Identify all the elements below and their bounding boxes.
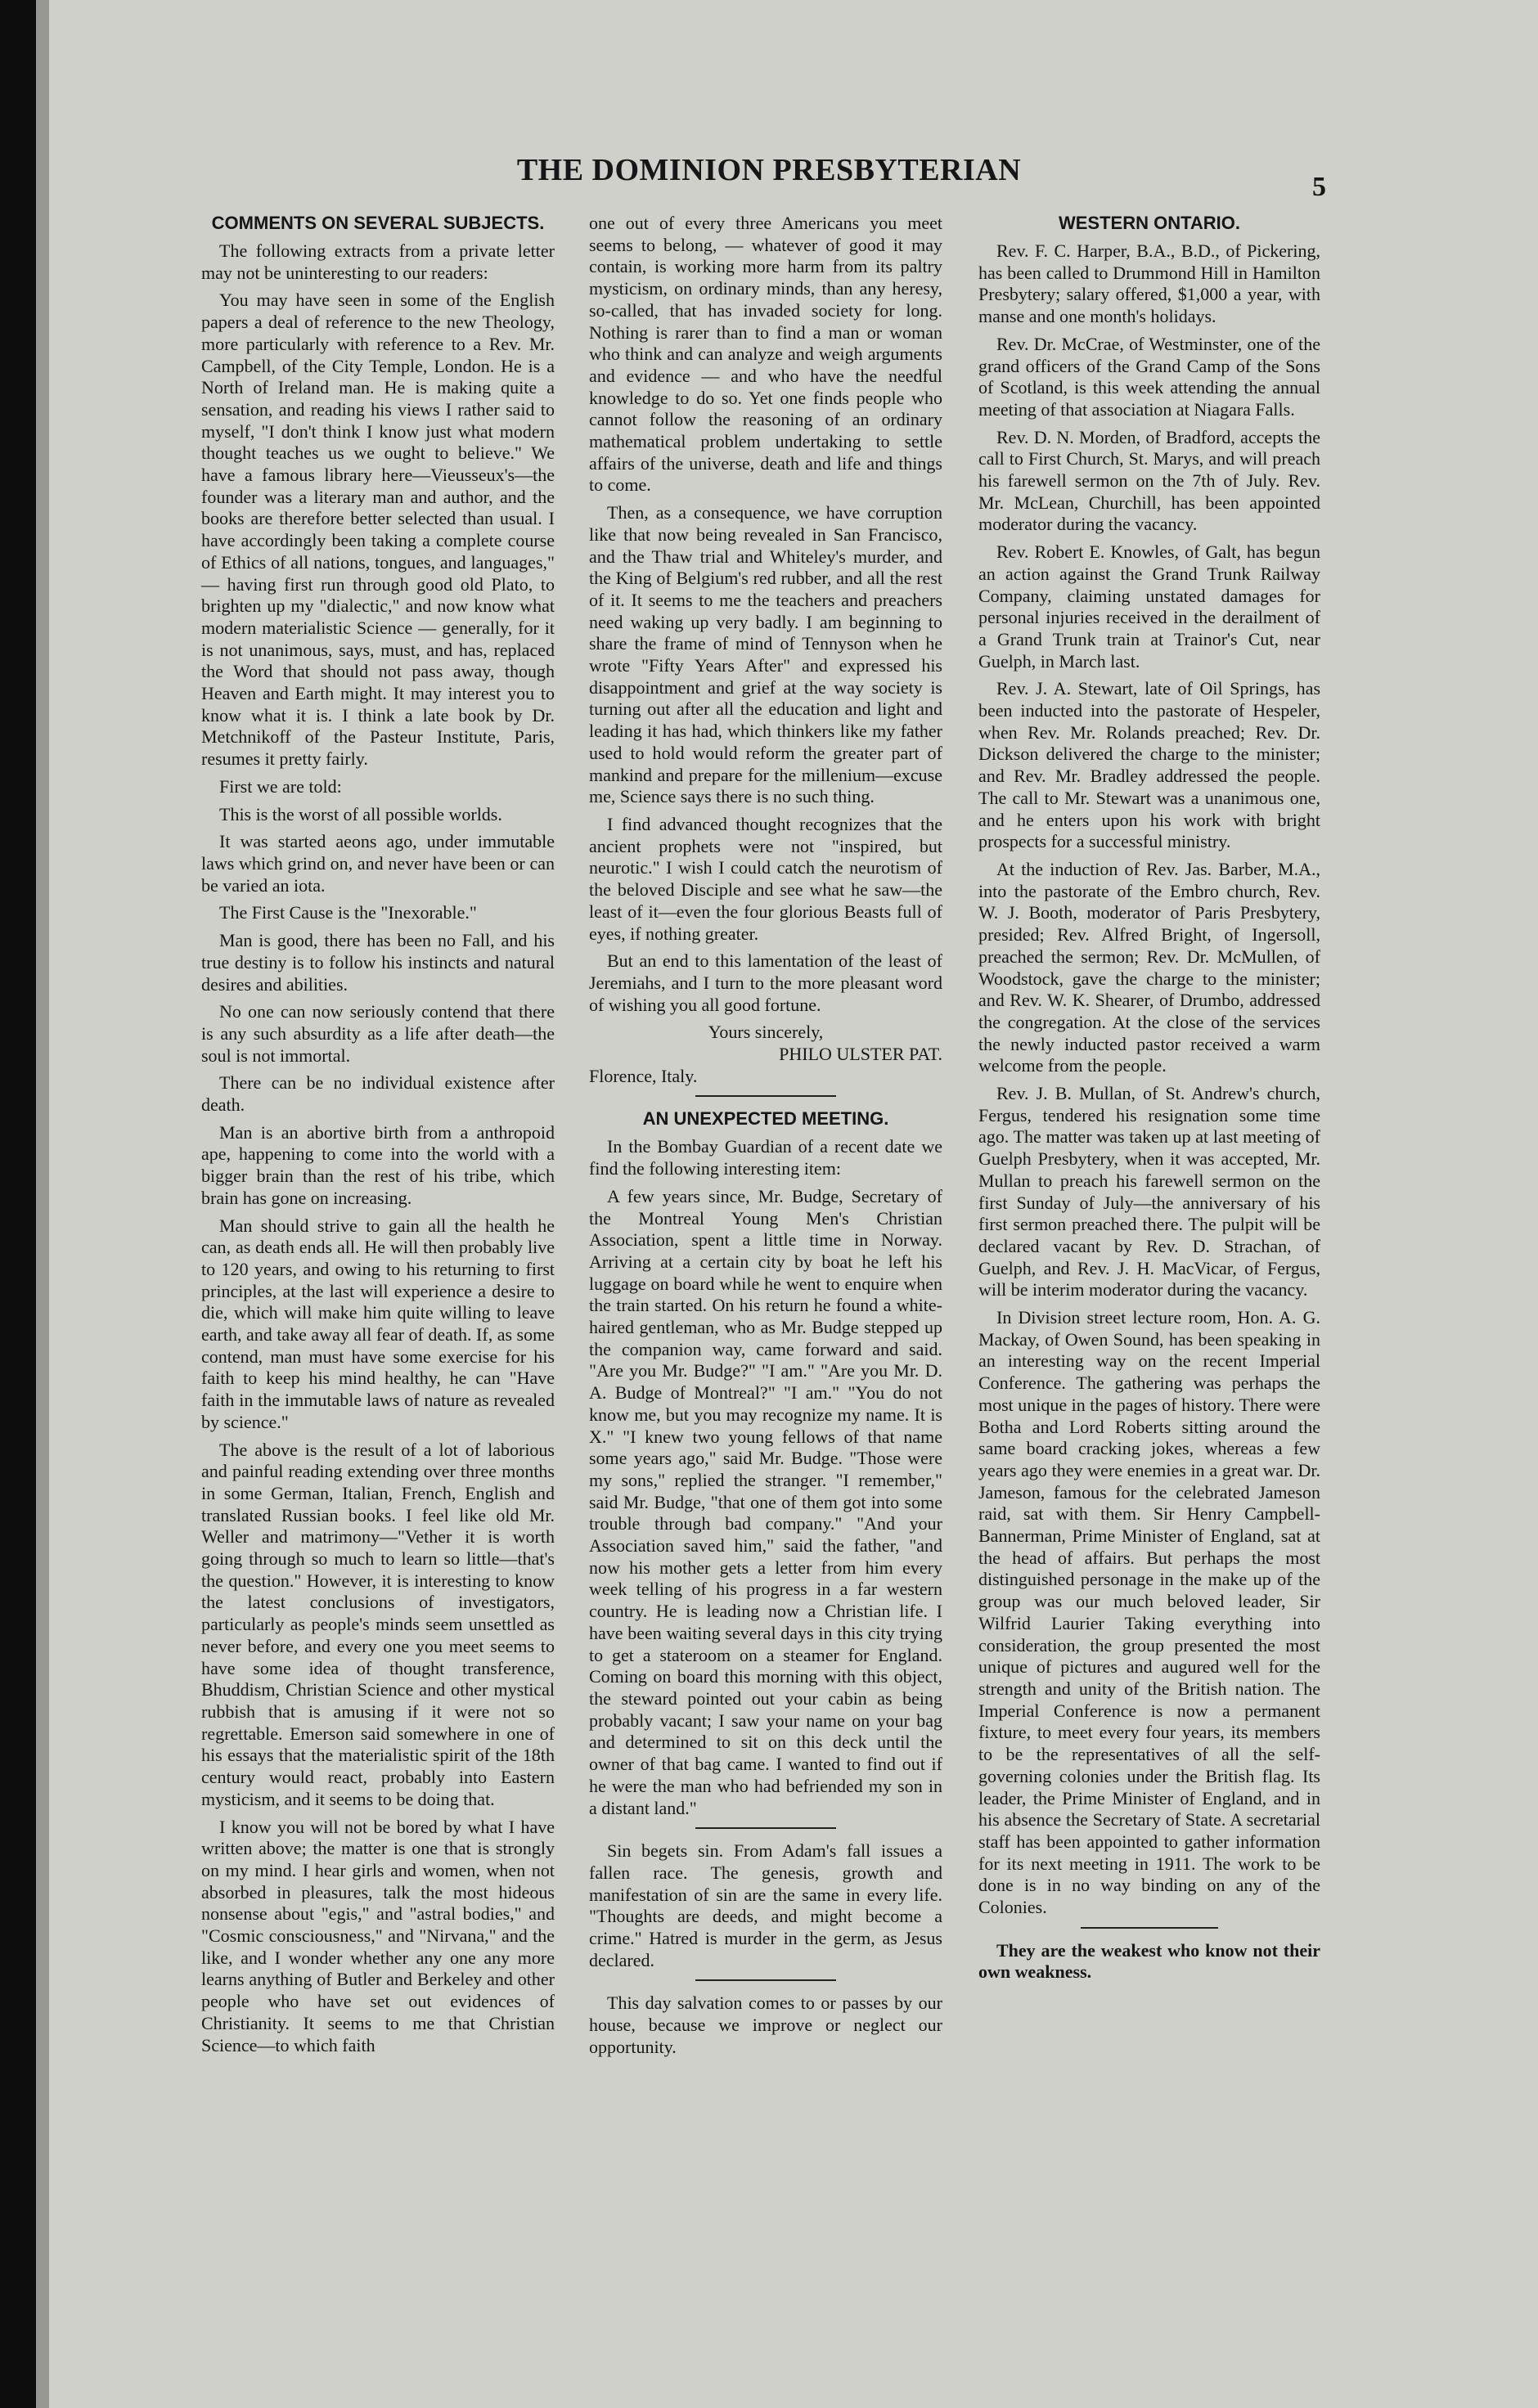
paragraph: Man should strive to gain all the health he can, as death ends all. He will then probably live to 120 years, and owing to his returning to first principles, at the last will experience a desire to die, which will make him quite willing to leave earth, and take away all fear of death. If, as some contend, man must have some exercise for his faith to keep his mind healthy, he can "Have faith in the immutable laws of nature as revealed by science." bbox=[201, 1215, 555, 1432]
paragraph: Man is an abortive birth from a anthropoid ape, happening to come into the world with a bigger brain than the rest of his tribe, which brain has gone on increasing. bbox=[201, 1121, 555, 1208]
paragraph: In the Bombay Guardian of a recent date we find the following interesting item: bbox=[589, 1136, 942, 1179]
paragraph: You may have seen in some of the English papers a deal of reference to the new Theology, more particularly with reference to a Rev. Mr. Campbell, of the City Temple, London. He is a North of Ireland man. He is making quite a sensation, and reading his views I rather said to myself, "I don't think I know just what modern thought teaches us we ought to believe." We have a famous library here—Vieusseux's—the founder was a literary man and author, and the books are therefore better selected than usual. I have accordingly been taking a complete course of Ethics of all nations, tongues, and languages," — having first run through good old Plato, to brighten up my "dialectic," and now know what modern materialistic Science — generally, for it is not unanimous, says, must, and has, replaced the Word that should not pass away, though Heaven and Earth might. It may interest you to know what it is. I think a late book by Dr. Metchnikoff of the Pasteur Institute, Paris, resumes it pretty fairly. bbox=[201, 290, 555, 770]
section-divider bbox=[1081, 1927, 1217, 1929]
article-heading-comments: COMMENTS ON SEVERAL SUBJECTS. bbox=[211, 213, 545, 233]
letter-closing: Yours sincerely, bbox=[708, 1022, 824, 1043]
paragraph: I find advanced thought recognizes that the ancient prophets were not "inspired, but neurotic." I wish I could catch the neurotism of the beloved Disciple and see what he saw—the least of it—even the four glorious Beasts full of eyes, if nothing greater. bbox=[589, 813, 942, 944]
paragraph: In Division street lecture room, Hon. A. G. Mackay, of Owen Sound, has been speaking in an interesting way on the recent Imperial Conference. The gathering was perhaps the most unique in the pages of history. There were Botha and Lord Roberts sitting around the same board cracking jokes, whereas a few years ago they were enemies in a great war. Dr. Jameson, famous for the celebrated Jameson raid, sat with them. Sir Henry Campbell-Bannerman, Prime Minister of England, sat at the head of affairs. But perhaps the most distinguished personage in the make up of the group was our much beloved leader, Sir Wilfrid Laurier Taking everything into consideration, the group presented the most unique of pictures and augured well for the strength and unity of the British nation. The Imperial Conference is now a permanent fixture, to meet every four years, its members to be the representatives of all the self-governing colonies under the British flag. Its leader, the Prime Minister of England, and in his absence the Secretary of State. A secretarial staff has been appointed to gather information for its next meeting in 1911. The work to be done is in no way binding on any of the Colonies. bbox=[978, 1307, 1320, 1918]
section-divider bbox=[695, 1979, 837, 1981]
paragraph: A few years since, Mr. Budge, Secretary of the Montreal Young Men's Christian Association, spent a little time in Norway. Arriving at a certain city by boat he left his luggage on board while he went to enquire when the train started. On his return he found a white-haired gentleman, who as Mr. Budge stepped up the companion way, came forward and said. "Are you Mr. Budge?" "I am." "Are you Mr. D. A. Budge of Montreal?" "I am." "You do not know me, but you may recognize my name. It is X." "I knew two young fellows of that name some years ago," said Mr. Budge. "Those were my sons," replied the stranger. "I remember," said Mr. Budge, "that one of them got into some trouble through bad company." "And your Association saved him," said the father, "and now his mother gets a letter from him every week telling of his progress in a far western country. He is leading now a Christian life. I have been waiting several days in this city trying to get a stateroom on a steamer for England. Coming on board this morning with this object, the steward pointed out your cabin as being probably vacant; I saw your name on your bag and determined to sit on this deck until the owner of that bag came. I wanted to find out if he were the man who had befriended my son in a distant land." bbox=[589, 1185, 942, 1818]
paragraph: Then, as a consequence, we have corruption like that now being revealed in San Francisco, and the Thaw trial and Whiteley's murder, and the King of Belgium's red rubber, and all the rest of it. It seems to me the teachers and preachers need waking up very badly. I am beginning to share the frame of mind of Tennyson when he wrote "Fifty Years After" and expressed his disappointment and grief at the way society is turning out after all the education and light and leading it has had, which thinkers like my father used to hold would reform the greater part of mankind and prepare for the millenium—excuse me, Science says there is no such thing. bbox=[589, 502, 942, 807]
paragraph: I know you will not be bored by what I have written above; the matter is one that is strongly on my mind. I hear girls and women, when not absorbed in pleasures, talk the most hideous nonsense about "egis," and "astral bodies," and "Cosmic consciousness," and "Nirvana," and the like, and I wonder whether any one any more learns anything of Butler and Berkeley and other people who have set out evidences of Christianity. It seems to me that Christian Science—to which faith bbox=[201, 1816, 555, 2055]
paragraph: Rev. Robert E. Knowles, of Galt, has begun an action against the Grand Trunk Railway Company, claiming unstated damages for personal injuries received in the derailment of a Grand Trunk train at Trainor's Cut, near Guelph, in March last. bbox=[978, 541, 1320, 672]
masthead-title: THE DOMINION PRESBYTERIAN bbox=[516, 153, 1022, 187]
paragraph: This day salvation comes to or passes by our house, because we improve or neglect our opportunity. bbox=[589, 1992, 942, 2057]
paragraph: There can be no individual existence after death. bbox=[201, 1072, 555, 1116]
paragraph: No one can now seriously contend that there is any such absurdity as a life after death—the soul is not immortal. bbox=[201, 1001, 555, 1066]
binding-edge bbox=[36, 0, 49, 2408]
paragraph: Man is good, there has been no Fall, and his true destiny is to follow his instincts and natural desires and abilities. bbox=[201, 930, 555, 995]
article-heading-meeting: AN UNEXPECTED MEETING. bbox=[642, 1108, 889, 1130]
column-right bbox=[978, 213, 1320, 1989]
paragraph: Sin begets sin. From Adam's fall issues a fallen race. The genesis, growth and manifestation of sin are the same in every life. "Thoughts are deeds, and might become a crime." Hatred is murder in the germ, as Jesus declared. bbox=[589, 1840, 942, 1970]
paragraph: It was started aeons ago, under immutable laws which grind on, and never have been or can be varied an iota. bbox=[201, 831, 555, 896]
paragraph: Rev. J. A. Stewart, late of Oil Springs, has been inducted into the pastorate of Hespeler, when Rev. Mr. Rolands preached; Rev. Dr. Dickson delivered the charge to the minister; and Rev. Mr. Bradley addressed the people. The call to Mr. Stewart was a unanimous one, and he enters upon his work with bright prospects for a successful ministry. bbox=[978, 678, 1320, 852]
letter-location: Florence, Italy. bbox=[589, 1065, 698, 1086]
paragraph: The following extracts from a private letter may not be uninteresting to our readers: bbox=[201, 240, 555, 283]
letter-signature: PHILO ULSTER PAT. bbox=[779, 1044, 942, 1065]
paragraph: At the induction of Rev. Jas. Barber, M.A., into the pastorate of the Embro church, Rev. W. J. Booth, moderator of Paris Presbytery, presided; Rev. Alfred Bright, of Ingersoll, preached the sermon; Rev. Dr. McMullen, of Woodstock, gave the charge to the minister; and Rev. W. K. Shearer, of Drumbo, addressed the congregation. At the close of the services the newly inducted pastor received a warm welcome from the people. bbox=[978, 858, 1320, 1076]
paragraph: The above is the result of a lot of laborious and painful reading extending over three months in some German, Italian, French, English and translated Russian books. I feel like old Mr. Weller and matrimony—"Vether it is worth going through so much to learn so little—that's the question." However, it is interesting to know the latest conclusions of investigators, particularly as people's minds seem unsettled as never before, and every one you meet seems to have some idea of thought transference, Bhuddism, Christian Science and other mystical rubbish that is amusing if it were not so regrettable. Emerson said somewhere in one of his essays that the materialistic spirit of the 18th century would react, probably into Eastern mysticism, and it seems to be doing that. bbox=[201, 1439, 555, 1809]
column-middle bbox=[589, 213, 942, 2064]
article-heading-western-ontario: WESTERN ONTARIO. bbox=[1058, 213, 1241, 233]
paragraph: Rev. J. B. Mullan, of St. Andrew's church, Fergus, tendered his resignation some time ago. The matter was taken up at last meeting of Guelph Presbytery, when it was accepted, Mr. Mullan to preach his farewell sermon on the first Sunday of July—the anniversary of his first sermon preached there. The pulpit will be declared vacant by Rev. D. Strachan, of Guelph, and Rev. J. H. MacVicar, of Fergus, will be interim moderator during the vacancy. bbox=[978, 1083, 1320, 1301]
paragraph: Rev. D. N. Morden, of Bradford, accepts the call to First Church, St. Marys, and will preach his farewell sermon on the 7th of July. Rev. Mr. McLean, Churchill, has been appointed moderator during the vacancy. bbox=[978, 426, 1320, 535]
paragraph: Rev. F. C. Harper, B.A., B.D., of Pickering, has been called to Drummond Hill in Hamilton Presbytery; salary offered, $1,000 a year, with manse and one month's holidays. bbox=[978, 240, 1320, 327]
paragraph: But an end to this lamentation of the least of Jeremiahs, and I turn to the more pleasant word of wishing you all good fortune. bbox=[589, 950, 942, 1015]
section-divider bbox=[695, 1095, 837, 1097]
paragraph: First we are told: bbox=[219, 775, 342, 797]
closing-aphorism: They are the weakest who know not their own weakness. bbox=[978, 1939, 1320, 1983]
page-number: 5 bbox=[1312, 172, 1326, 202]
paragraph: This is the worst of all possible worlds. bbox=[219, 803, 502, 824]
column-left bbox=[201, 213, 555, 2062]
section-divider bbox=[695, 1827, 837, 1829]
paragraph: Rev. Dr. McCrae, of Westminster, one of the grand officers of the Grand Camp of the Sons of Scotland, is this week attending the annual meeting of that association at Niagara Falls. bbox=[978, 333, 1320, 420]
paragraph: one out of every three Americans you meet seems to belong, — whatever of good it may contain, is working more harm from its paltry mysticism, on ordinary minds, than any heresy, so-called, that has invaded society for long. Nothing is rarer than to find a man or woman who think and can analyze and weigh arguments and evidence — and who have the needful knowledge to do so. Yet one finds people who cannot follow the reasoning of an ordinary mathematical problem undertaking to settle affairs of the universe, death and life and things to come. bbox=[589, 213, 942, 496]
paragraph: The First Cause is the "Inexorable." bbox=[219, 902, 477, 923]
